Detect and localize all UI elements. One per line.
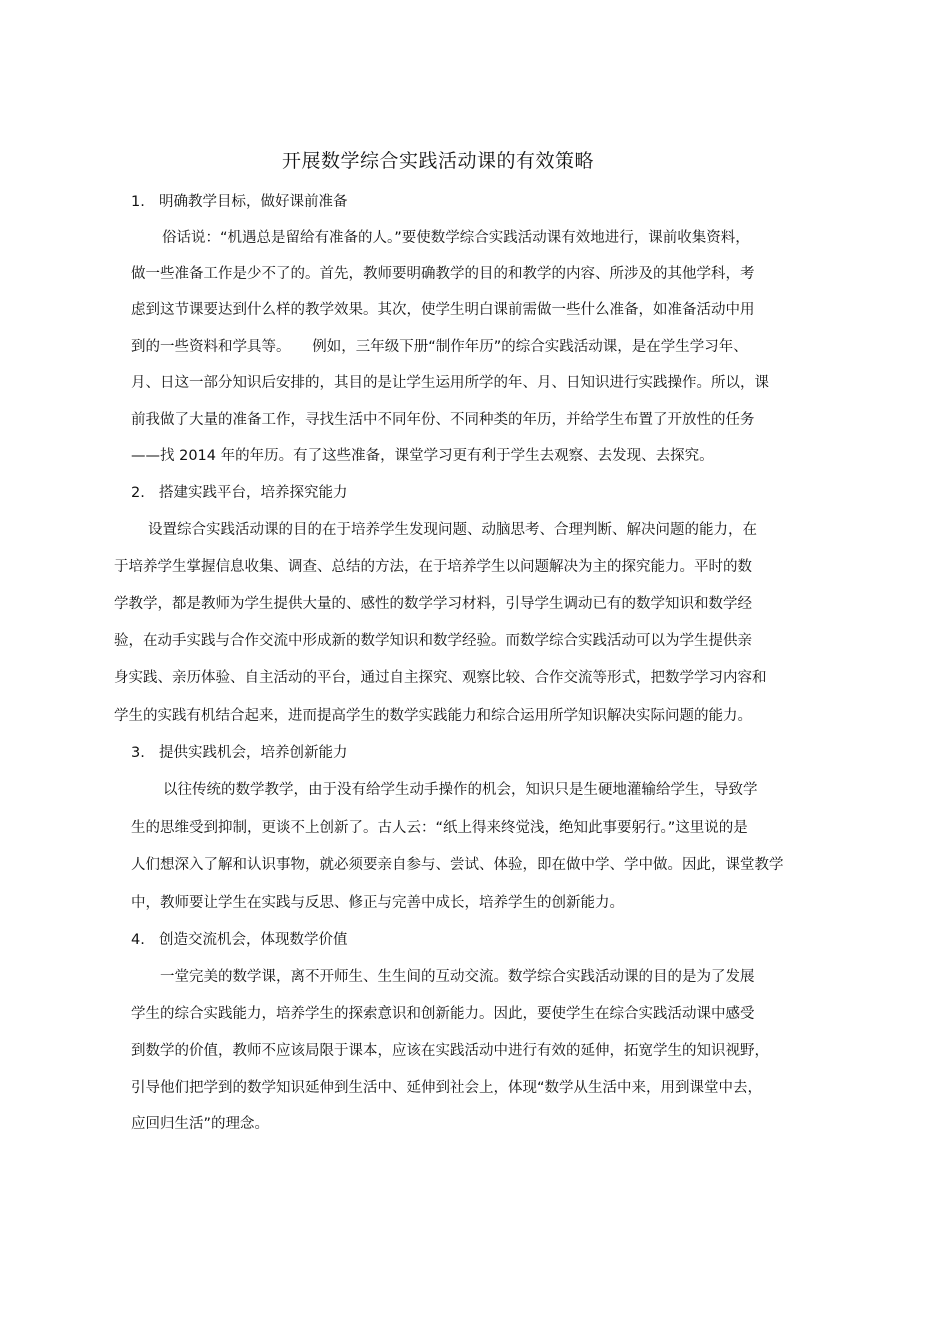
paragraph-line: 中，教师要让学生在实践与反思、修正与完善中成长，培养学生的创新能力。 — [131, 895, 624, 911]
section-heading-1 — [131, 192, 348, 212]
section-number: 2. — [131, 485, 145, 501]
section-heading-text: 搭建实践平台，培养探究能力 — [159, 485, 348, 501]
section-heading-text: 创造交流机会，体现数学价值 — [159, 932, 348, 948]
paragraph-line: 于培养学生掌握信息收集、调查、总结的方法，在于培养学生以问题解决为主的探究能力。平时的数 — [114, 559, 752, 575]
paragraph-line: 身实践、亲历体验、自主活动的平台，通过自主探究、观察比较、合作交流等形式，把数学学习内容和 — [114, 670, 767, 686]
paragraph-line: ——找 2014 年的年历。有了这些准备，课堂学习更有利于学生去观察、去发现、去探究。 — [131, 448, 714, 464]
paragraph-line: 以往传统的数学教学，由于没有给学生动手操作的机会，知识只是生硬地灌输给学生，导致学 — [163, 782, 758, 798]
paragraph-line: 学生的实践有机结合起来，进而提高学生的数学实践能力和综合运用所学知识解决实际问题的能力。 — [114, 708, 752, 724]
paragraph-line: 生的思维受到抑制，更谈不上创新了。古人云：“纸上得来终觉浅，绝知此事要躬行。”这里说的是 — [131, 820, 748, 836]
paragraph-line: 俗话说：“机遇总是留给有准备的人。”要使数学综合实践活动课有效地进行，课前收集资料， — [162, 230, 750, 246]
section-heading-text: 提供实践机会，培养创新能力 — [159, 745, 348, 761]
document-title: 开展数学综合实践活动课的有效策略 — [281, 150, 594, 172]
paragraph-line: 学教学，都是教师为学生提供大量的、感性的数学学习材料，引导学生调动已有的数学知识和数学经 — [114, 596, 752, 612]
section-number: 1. — [131, 194, 145, 210]
section-number: 4. — [131, 932, 145, 948]
paragraph-line: 月、日这一部分知识后安排的，其目的是让学生运用所学的年、月、日知识进行实践操作。所以，课 — [131, 375, 769, 391]
paragraph-line: 一堂完美的数学课，离不开师生、生生间的互动交流。数学综合实践活动课的目的是为了发展 — [160, 969, 755, 985]
paragraph-line: 应回归生活”的理念。 — [131, 1116, 270, 1132]
section-heading-4 — [131, 930, 348, 950]
paragraph-line: 设置综合实践活动课的目的在于培养学生发现问题、动脑思考、合理判断、解决问题的能力，在 — [148, 522, 757, 538]
paragraph-line: 引导他们把学到的数学知识延伸到生活中、延伸到社会上，体现“数学从生活中来，用到课堂中去， — [131, 1080, 763, 1096]
paragraph-line: 人们想深入了解和认识事物，就必须要亲自参与、尝试、体验，即在做中学、学中做。因此，课堂教学 — [131, 857, 784, 873]
paragraph-line: 前我做了大量的准备工作，寻找生活中不同年份、不同种类的年历，并给学生布置了开放性的任务 — [131, 412, 755, 428]
paragraph-line: 学生的综合实践能力，培养学生的探索意识和创新能力。因此，要使学生在综合实践活动课中感受 — [131, 1006, 755, 1022]
paragraph-line: 验，在动手实践与合作交流中形成新的数学知识和数学经验。而数学综合实践活动可以为学生提供亲 — [114, 633, 752, 649]
paragraph-line: 虑到这节课要达到什么样的教学效果。其次，使学生明白课前需做一些什么准备，如准备活动中用 — [131, 302, 755, 318]
paragraph-line: 做一些准备工作是少不了的。首先，教师要明确教学的目的和教学的内容、所涉及的其他学科，考 — [131, 266, 755, 282]
paragraph-line: 到数学的价值，教师不应该局限于课本，应该在实践活动中进行有效的延伸，拓宽学生的知识视野， — [131, 1043, 769, 1059]
paragraph-line: 到的一些资料和学具等。 例如，三年级下册“制作年历”的综合实践活动课，是在学生学习年、 — [131, 339, 748, 355]
section-heading-2 — [131, 483, 348, 503]
section-heading-3 — [131, 743, 348, 763]
section-heading-text: 明确教学目标，做好课前准备 — [159, 194, 348, 210]
section-number: 3. — [131, 745, 145, 761]
